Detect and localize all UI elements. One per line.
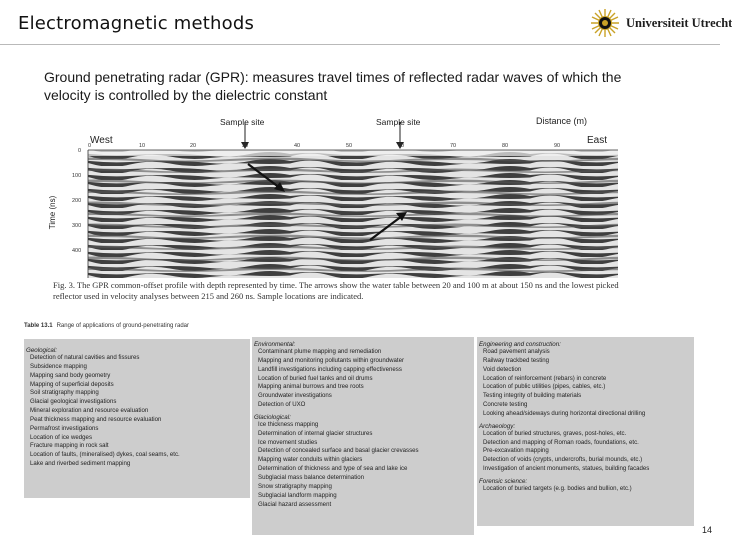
list-item: Glacial geological investigations <box>30 398 117 406</box>
x-tick: 90 <box>554 143 561 149</box>
geological-heading: Geological: <box>26 347 57 354</box>
list-item: Glacial hazard assessment <box>258 500 332 508</box>
list-item: Mineral exploration and resource evaluation <box>30 407 149 415</box>
list-item: Pre-excavation mapping <box>483 447 549 455</box>
university-logo <box>590 6 732 42</box>
list-item: Permafrost investigations <box>30 424 99 432</box>
list-item: Location of ice wedges <box>30 433 92 441</box>
forensic-heading: Forensic science: <box>479 477 528 485</box>
slide-title: Electromagnetic methods <box>18 13 255 34</box>
x-tick: 60 <box>398 143 405 149</box>
list-item: Determination of thickness and type of sea and lake ice <box>258 465 408 473</box>
list-item: Void detection <box>483 365 522 373</box>
list-item: Subglacial landform mapping <box>258 491 337 499</box>
list-item: Peat thickness mapping and resource evaluation <box>30 415 162 423</box>
environmental-heading: Environmental: <box>254 341 296 348</box>
list-item: Contaminant plume mapping and remediation <box>258 348 382 355</box>
list-item: Fracture mapping in rock salt <box>30 442 109 450</box>
list-item: Subglacial mass balance determination <box>258 473 365 481</box>
table-heading: Range of applications of ground-penetrating radar <box>56 323 189 329</box>
list-item: Concrete testing <box>483 401 528 409</box>
y-axis-label: Time (ns) <box>48 195 58 230</box>
list-item: Landfill investigations including capping effectiveness <box>258 365 402 373</box>
list-item: Location of reinforcement (rebars) in concrete <box>483 374 607 382</box>
list-item: Mapping animal burrows and tree roots <box>258 383 364 391</box>
engineering-heading: Engineering and construction: <box>479 341 561 348</box>
x-tick: 40 <box>294 143 301 149</box>
logo-text: Universiteit Utrecht <box>626 16 732 30</box>
list-item: Soil stratigraphy mapping <box>30 389 99 397</box>
list-item: Railway trackbed testing <box>483 356 550 364</box>
list-item: Mapping and monitoring pollutants within groundwater <box>258 356 405 364</box>
sample-site-label-1: Sample site <box>220 117 265 127</box>
x-tick: 80 <box>502 143 509 149</box>
list-item: Location of buried targets (e.g. bodies and bullion, etc.) <box>483 484 632 492</box>
figure-caption: Fig. 3. The GPR common-offset profile with depth represented by time. The arrows show the water table between 20 and 100 m at about 150 ns and the lowest picked reflector used in velocity analyses between 215 and 260 ns. Sample locations are indicated. <box>53 280 619 301</box>
list-item: Mapping sand body geometry <box>30 371 111 379</box>
list-item: Testing integrity of building materials <box>483 392 582 400</box>
list-item: Looking ahead/sideways during horizontal directional drilling <box>483 409 646 417</box>
y-tick: 200 <box>72 198 82 204</box>
x-tick: 20 <box>190 143 197 149</box>
x-tick: 50 <box>346 143 353 149</box>
list-item: Road pavement analysis <box>483 348 550 355</box>
x-tick: 30 <box>242 143 249 149</box>
gpr-figure <box>50 110 620 305</box>
glaciological-heading: Glaciological: <box>254 413 291 421</box>
list-item: Determination of internal glacier structures <box>258 429 373 437</box>
list-item: Ice movement studies <box>258 438 318 446</box>
y-tick: 300 <box>72 223 82 229</box>
list-item: Lake and riverbed sediment mapping <box>30 460 131 468</box>
list-item: Mapping water conduits within glaciers <box>258 456 363 464</box>
geological-panel <box>24 339 250 498</box>
list-item: Location of buried fuel tanks and oil drums <box>258 374 373 382</box>
y-tick: 0 <box>78 148 82 154</box>
list-item: Detection of natural cavities and fissures <box>30 354 140 361</box>
x-tick: 0 <box>88 143 92 149</box>
environmental-glaciological-panel <box>252 337 474 535</box>
title-divider <box>0 44 720 45</box>
list-item: Detection of concealed surface and basal glacier crevasses <box>258 447 419 455</box>
list-item: Groundwater investigations <box>258 392 332 400</box>
list-item: Investigation of ancient monuments, statues, building facades <box>483 465 650 473</box>
sample-site-label-2: Sample site <box>376 117 421 127</box>
list-item: Snow stratigraphy mapping <box>258 482 332 490</box>
engineering-archaeology-panel <box>477 337 694 526</box>
y-tick: 100 <box>72 173 82 179</box>
list-item: Location of buried structures, graves, post-holes, etc. <box>483 429 627 437</box>
list-item: Detection of voids (crypts, undercrofts, burial mounds, etc.) <box>483 456 643 464</box>
page-number: 14 <box>702 525 713 535</box>
list-item: Location of public utilities (pipes, cables, etc.) <box>483 383 606 391</box>
list-item: Ice thickness mapping <box>258 420 319 428</box>
x-tick: 70 <box>450 143 457 149</box>
sun-seal-icon <box>590 8 620 38</box>
table-title <box>24 323 189 329</box>
archaeology-heading: Archaeology: <box>479 422 516 430</box>
distance-label: Distance (m) <box>536 116 588 126</box>
list-item: Mapping of superficial deposits <box>30 380 114 388</box>
list-item: Subsidence mapping <box>30 362 87 370</box>
table-number: Table 13.1 <box>24 323 53 329</box>
east-label: East <box>587 135 608 146</box>
x-tick: 10 <box>139 143 146 149</box>
list-item: Location of faults, (mineralised) dykes, coal seams, etc. <box>30 451 180 459</box>
gpr-radargram <box>50 110 620 305</box>
y-tick: 400 <box>72 248 82 254</box>
list-item: Detection and mapping of Roman roads, foundations, etc. <box>483 438 639 446</box>
list-item: Detection of UXO <box>258 401 306 409</box>
intro-text: Ground penetrating radar (GPR): measures travel times of reflected radar waves of which the velocity is controlled by the dielectric constant <box>44 69 622 103</box>
west-label: West <box>90 135 113 146</box>
